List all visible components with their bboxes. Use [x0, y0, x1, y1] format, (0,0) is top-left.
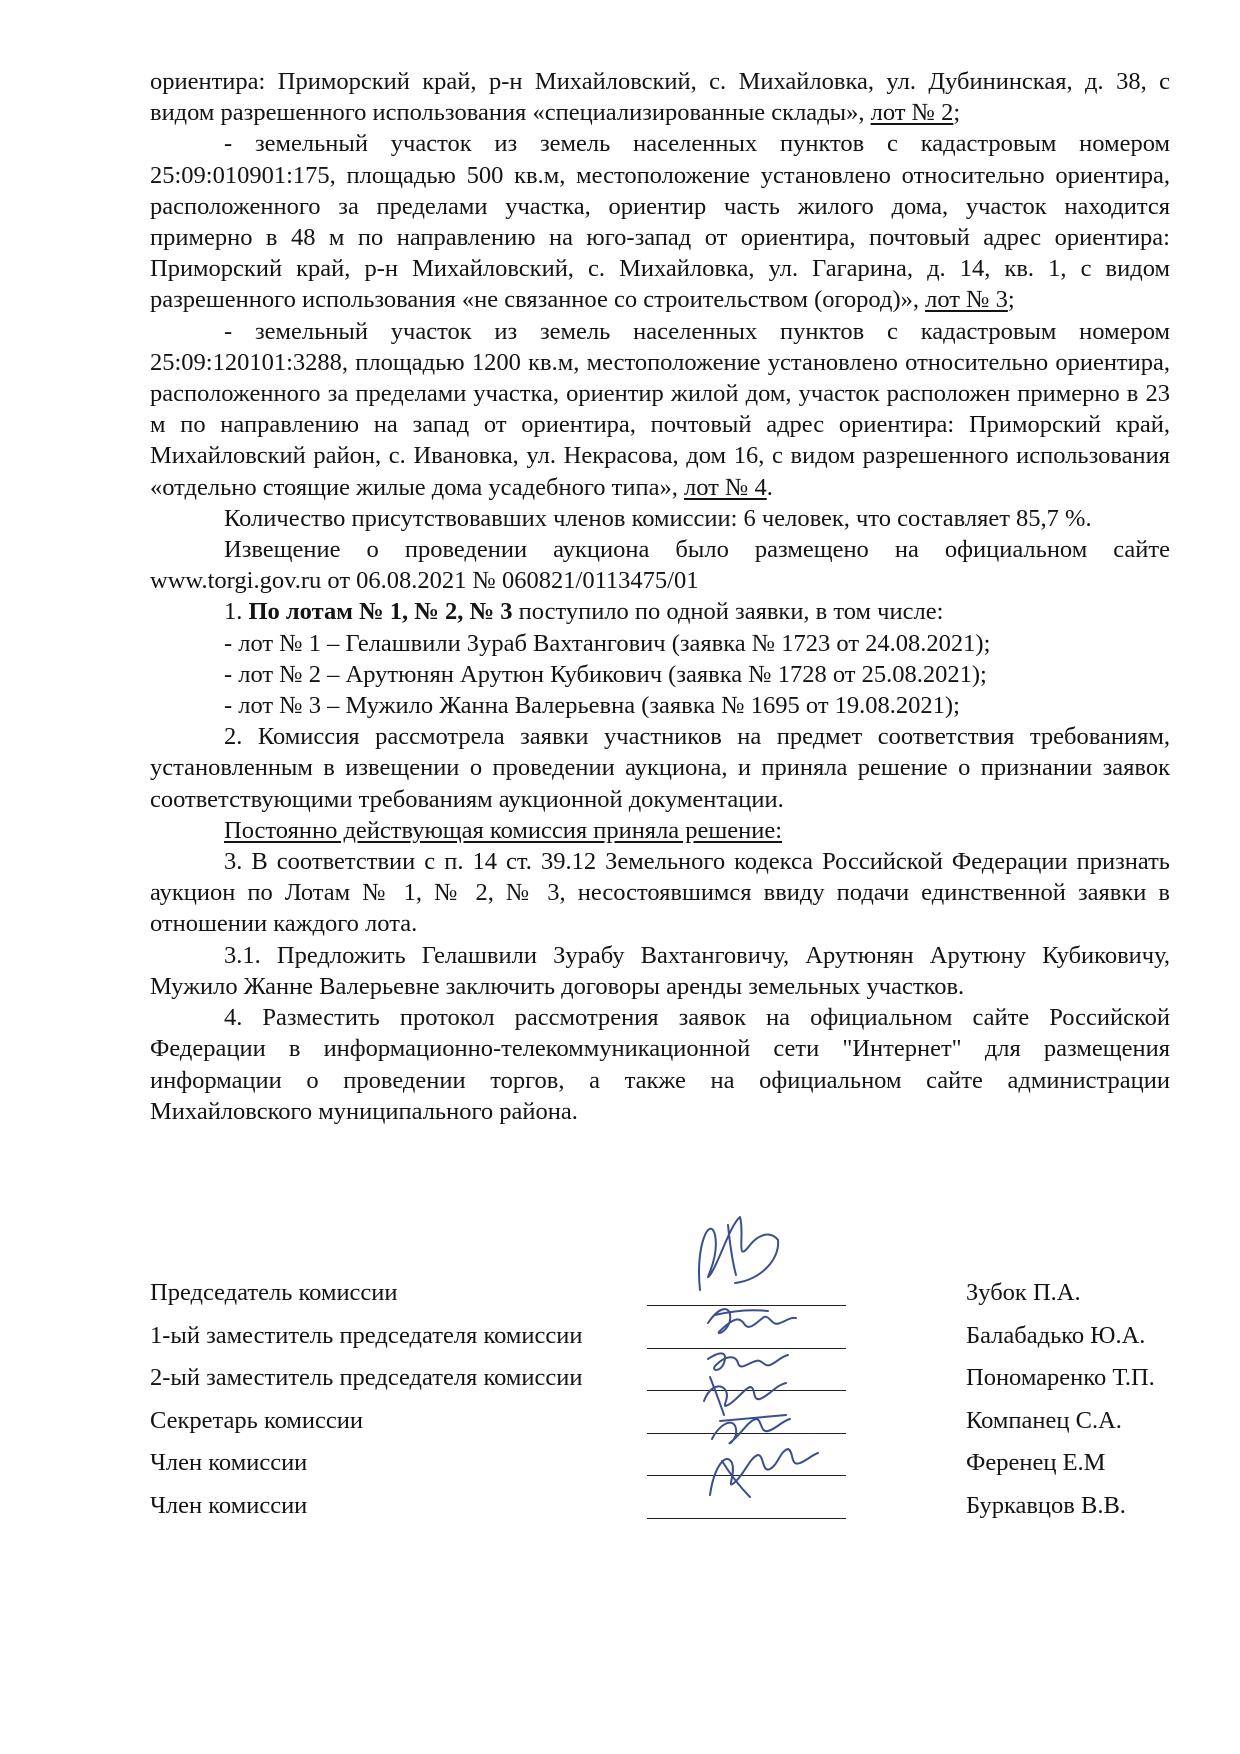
paragraph-notice: Извещение о проведении аукциона было размещено на официальном сайте www.torgi.gov.ru от 06.08.2021 № 060821/0113475/01: [150, 536, 1170, 595]
paragraph-lot-4: - земельный участок из земель населенных пунктов с кадастровым номером 25:09:120101:3288, площадью 1200 кв.м, местоположение установлено относительно ориентира, расположенного за пределами участка, ориентир жилой дом, участок расположен примерно в 23 м по направлению на запад от ориентира, почтовый адрес ориентира: Приморский край, Михайловский район, с. Ивановка, ул. Некрасова, дом 16, с видом разрешенного использования «отдельно стоящие жилые дома усадебного типа», лот № 4.: [150, 317, 1170, 501]
document-body: [150, 66, 1170, 1127]
signature-name: Ференец Е.М: [966, 1449, 1106, 1476]
signature-name: Буркавцов В.В.: [966, 1491, 1126, 1519]
signature-role: Член комиссии: [150, 1449, 308, 1476]
paragraph-review: 2. Комиссия рассмотрела заявки участников на предмет соответствия требованиям, установленным в извещении о проведении аукциона, и приняла решение о признании заявок соответствующими требованиям аукционной документации.: [150, 723, 1170, 813]
signature-role: Председатель комиссии: [150, 1279, 398, 1306]
signature-role: Секретарь комиссии: [150, 1406, 363, 1434]
lots-bold-label: По лотам № 1, № 2, № 3: [248, 598, 513, 626]
signature-role: 2-ый заместитель председателя комиссии: [150, 1364, 583, 1391]
paragraph-decision-3-1: 3.1. Предложить Гелашвили Зурабу Вахтанговичу, Арутюнян Арутюну Кубиковичу, Мужило Жанне Валерьевне заключить договоры аренды земельных участков.: [150, 941, 1170, 1000]
signature-name: Балабадько Ю.А.: [966, 1321, 1146, 1349]
lot-2-label: лот № 2: [870, 99, 954, 127]
paragraph-attendance: Количество присутствовавших членов комиссии: 6 человек, что составляет 85,7 %.: [224, 504, 1092, 532]
signature-name: Зубок П.А.: [966, 1279, 1081, 1306]
lot-application-item: - лот № 3 – Мужило Жанна Валерьевна (заявка № 1695 от 19.08.2021);: [224, 692, 960, 720]
paragraph-applications: 1. По лотам № 1, № 2, № 3 поступило по одной заявки, в том числе:: [224, 598, 944, 626]
handwritten-signatures-icon: [640, 1205, 870, 1525]
lot-3-label: лот № 3: [925, 286, 1008, 314]
decision-heading: Постоянно действующая комиссия приняла решение:: [224, 816, 783, 844]
lot-application-item: - лот № 2 – Арутюнян Арутюн Кубикович (заявка № 1728 от 25.08.2021);: [224, 660, 987, 688]
lot-4-label: лот № 4: [683, 473, 767, 501]
signature-role: Член комиссии: [150, 1491, 308, 1519]
paragraph-decision-4: 4. Разместить протокол рассмотрения заявок на официальном сайте Российской Федерации в информационно-телекоммуникационной сети "Интернет" для размещения информации о проведении торгов, а также на официальном сайте администрации Михайловского муниципального района.: [150, 1004, 1170, 1125]
signature-name: Компанец С.А.: [966, 1406, 1122, 1434]
signature-name: Пономаренко Т.П.: [966, 1364, 1155, 1391]
paragraph-decision-3: 3. В соответствии с п. 14 ст. 39.12 Земельного кодекса Российской Федерации признать аукцион по Лотам № 1, № 2, № 3, несостоявшимся ввиду подачи единственной заявки в отношении каждого лота.: [150, 848, 1170, 938]
signature-role: 1-ый заместитель председателя комиссии: [150, 1321, 583, 1349]
paragraph-lot-3: - земельный участок из земель населенных пунктов с кадастровым номером 25:09:010901:175, площадью 500 кв.м, местоположение установлено относительно ориентира, расположенного за пределами участка, ориентир часть жилого дома, участок находится примерно в 48 м по направлению на юго-запад от ориентира, почтовый адрес ориентира: Приморский край, р-н Михайловский, с. Михайловка, ул. Гагарина, д. 14, кв. 1, с видом разрешенного использования «не связанное со строительством (огород)», лот № 3;: [150, 130, 1170, 314]
lot-application-item: - лот № 1 – Гелашвили Зураб Вахтангович (заявка № 1723 от 24.08.2021);: [224, 629, 991, 657]
paragraph-lot-2: ориентира: Приморский край, р-н Михайловский, с. Михайловка, ул. Дубининская, д. 38, с видом разрешенного использования «специализированные склады», лот № 2;: [150, 68, 1170, 127]
